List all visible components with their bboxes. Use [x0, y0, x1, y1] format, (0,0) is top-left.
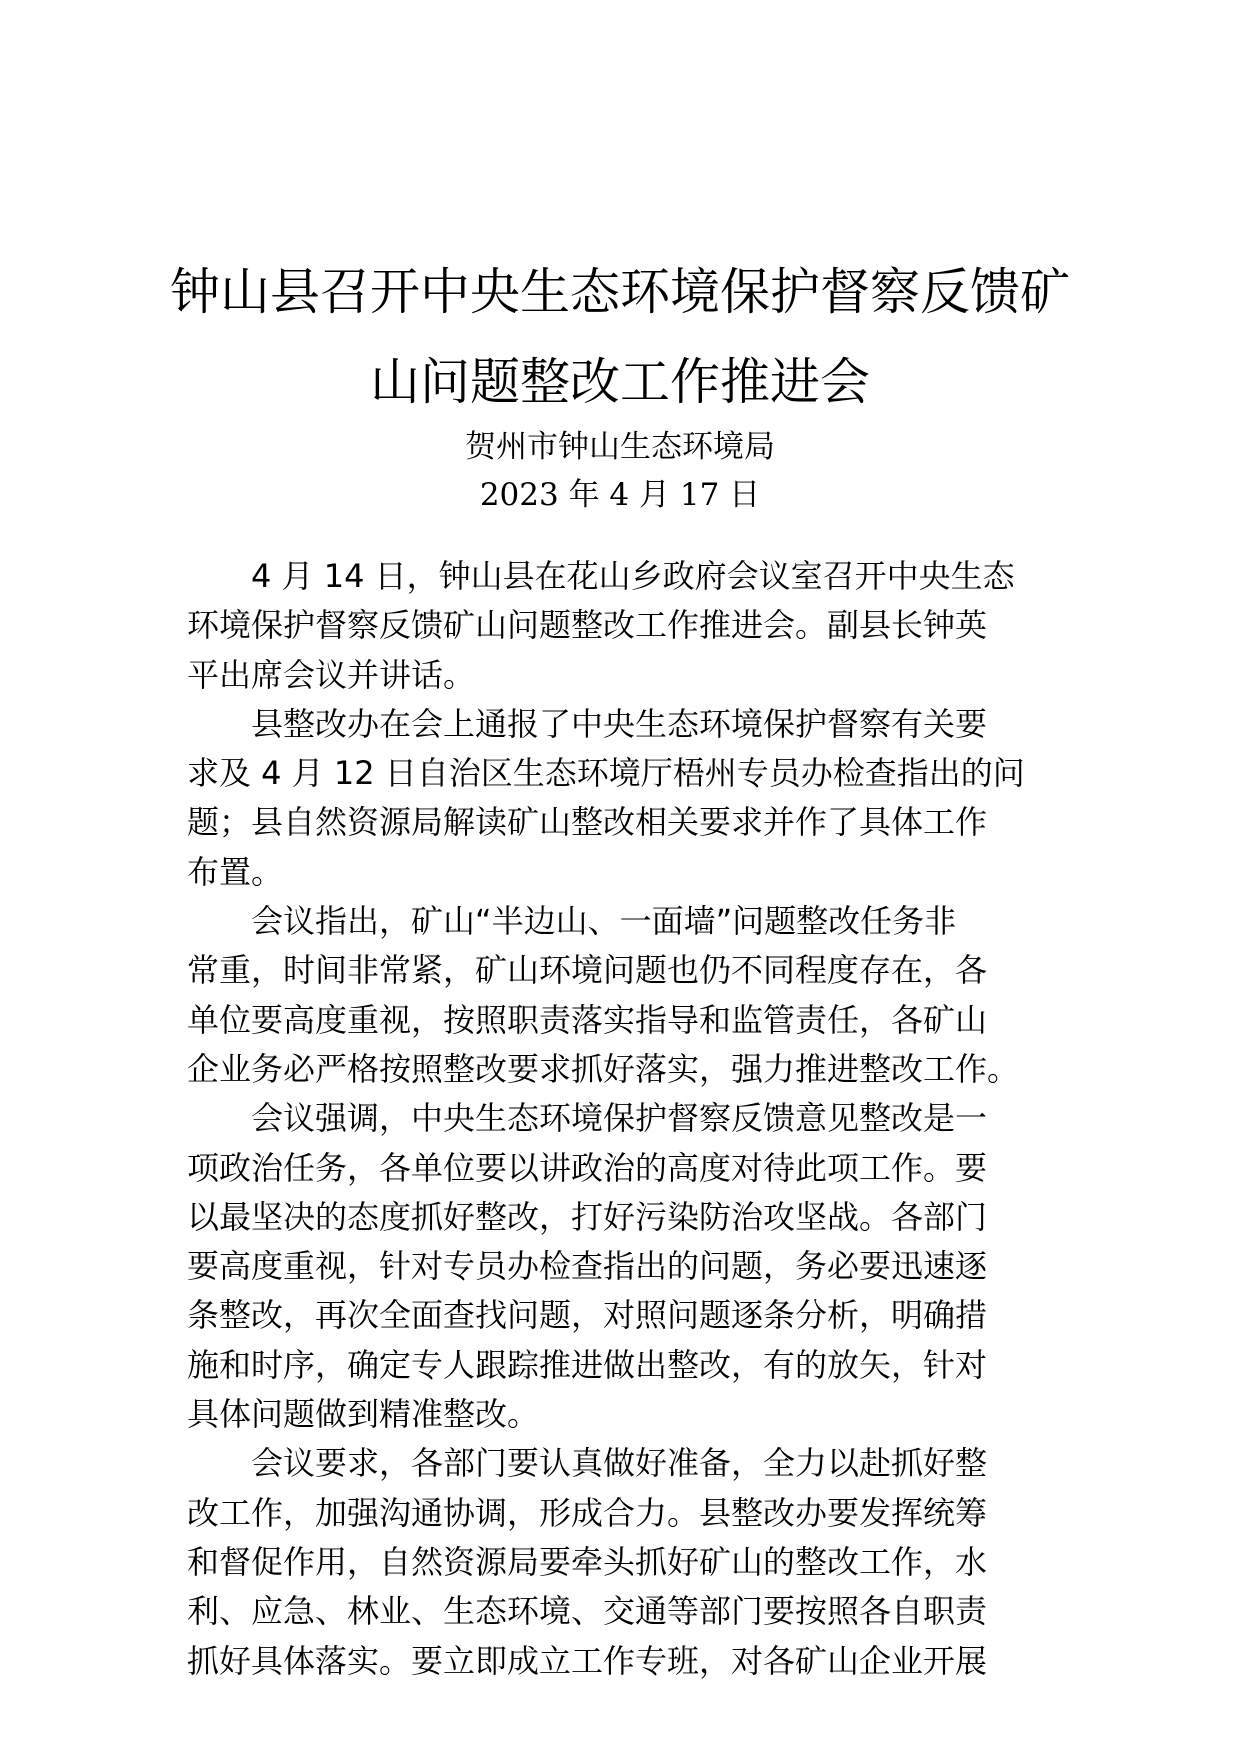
- paragraph-line: 题；县自然资源局解读矿山整改相关要求并作了具体工作: [187, 803, 988, 842]
- paragraph-line: 县整改办在会上通报了中央生态环境保护督察有关要: [251, 704, 988, 743]
- paragraph-line: 会议强调，中央生态环境保护督察反馈意见整改是一: [251, 1099, 988, 1138]
- paragraph-line: 改工作，加强沟通协调，形成合力。县整改办要发挥统筹: [187, 1493, 988, 1532]
- paragraph-1: [187, 552, 1053, 700]
- paragraph-line: 平出席会议并讲话。: [187, 655, 476, 694]
- paragraph-line: 抓好具体落实。要立即成立工作专班，对各矿山企业开展: [187, 1641, 988, 1680]
- paragraph-3: [187, 897, 1053, 1094]
- document-date: 2023 年 4 月 17 日: [479, 477, 761, 513]
- paragraph-line: 施和时序，确定专人跟踪推进做出整改，有的放矢，针对: [187, 1345, 988, 1384]
- paragraph-line: 单位要高度重视，按照职责落实指导和监管责任，各矿山: [187, 1000, 988, 1039]
- paragraph-line: 会议指出，矿山“半边山、一面墙”问题整改任务非: [251, 902, 957, 941]
- document-title-line-1: 钟山县召开中央生态环境保护督察反馈矿: [170, 263, 1070, 321]
- paragraph-4: [187, 1094, 1053, 1439]
- paragraph-line: 项政治任务，各单位要以讲政治的高度对待此项工作。要: [187, 1148, 988, 1187]
- document-body: [187, 552, 1053, 1686]
- paragraph-5: [187, 1439, 1053, 1685]
- paragraph-line: 求及 4 月 12 日自治区生态环境厅梧州专员办检查指出的问: [187, 754, 1025, 793]
- document-title-line-2: 山问题整改工作推进会: [370, 353, 870, 411]
- paragraph-line: 常重，时间非常紧，矿山环境问题也仍不同程度存在，各: [187, 951, 988, 990]
- paragraph-line: 以最坚决的态度抓好整改，打好污染防治攻坚战。各部门: [187, 1197, 988, 1236]
- paragraph-line: 会议要求，各部门要认真做好准备，全力以赴抓好整: [251, 1444, 988, 1483]
- paragraph-line: 利、应急、林业、生态环境、交通等部门要按照各自职责: [187, 1592, 988, 1631]
- paragraph-line: 布置。: [187, 852, 284, 891]
- paragraph-line: 和督促作用，自然资源局要牵头抓好矿山的整改工作，水: [187, 1542, 988, 1581]
- paragraph-line: 要高度重视，针对专员办检查指出的问题，务必要迅速逐: [187, 1247, 988, 1286]
- paragraph-line: 环境保护督察反馈矿山问题整改工作推进会。副县长钟英: [187, 606, 988, 645]
- paragraph-line: 企业务必严格按照整改要求抓好落实，强力推进整改工作。: [187, 1049, 1020, 1088]
- paragraph-line: 条整改，再次全面查找问题，对照问题逐条分析，明确措: [187, 1296, 988, 1335]
- paragraph-line: 4 月 14 日，钟山县在花山乡政府会议室召开中央生态: [251, 557, 1015, 595]
- paragraph-2: [187, 700, 1053, 897]
- paragraph-line: 具体问题做到精准整改。: [187, 1395, 540, 1434]
- document-author: 贺州市钟山生态环境局: [465, 429, 775, 465]
